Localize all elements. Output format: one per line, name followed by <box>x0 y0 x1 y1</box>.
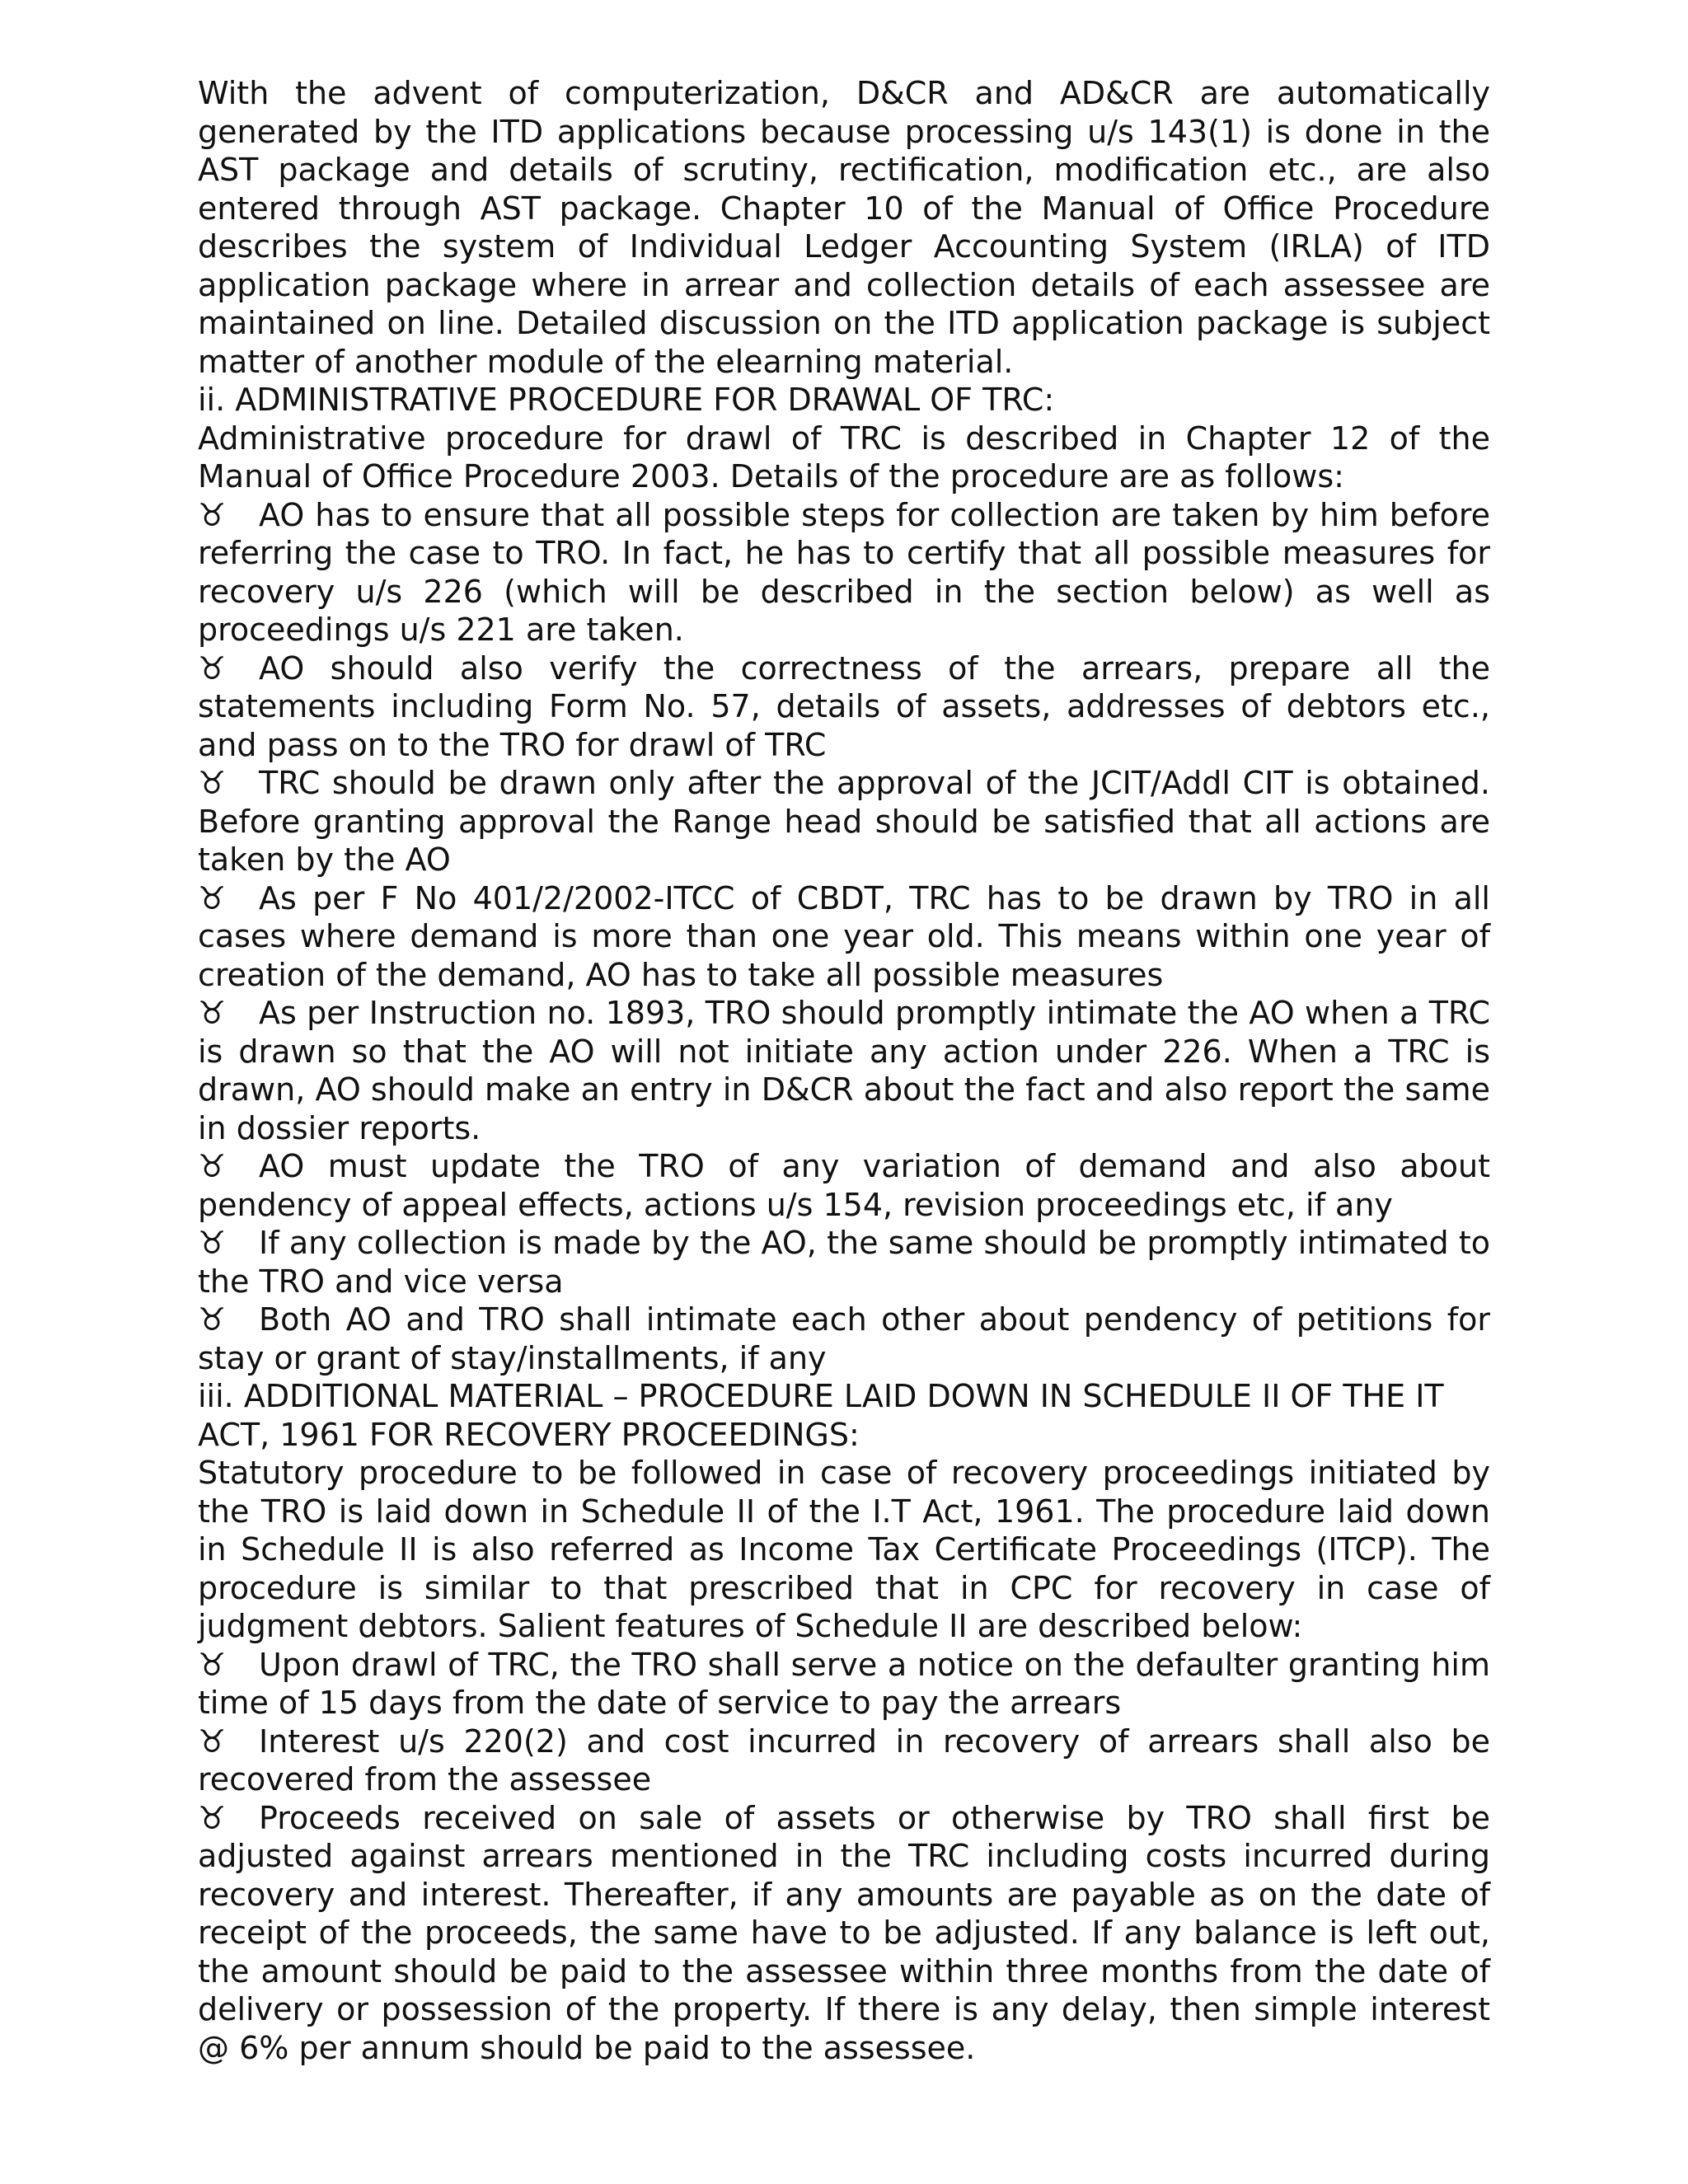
bullet-item <box>198 1722 1490 1799</box>
taurus-bullet-icon: ♉ <box>198 1225 227 1261</box>
bullet-item <box>198 994 1490 1147</box>
document-body <box>198 74 1490 2067</box>
bullet-text: AO has to ensure that all possible steps for collection are taken by him before referring the case to TRO. In fact, he has to certify that all possible measures for recovery u/s 226 (which will be described in the section below) as well as proceedings u/s 221 are taken. <box>198 496 1490 648</box>
taurus-bullet-icon: ♉ <box>198 1646 227 1683</box>
bullet-text: If any collection is made by the AO, the same should be promptly intimated to the TRO and vice versa <box>198 1225 1490 1300</box>
bullet-text: AO should also verify the correctness of the arrears, prepare all the statements including Form No. 57, details of assets, addresses of debtors etc., and pass on to the TRO for drawl of TRC <box>198 649 1490 763</box>
bullet-text: As per Instruction no. 1893, TRO should promptly intimate the AO when a TRC is drawn so that the AO will not initiate any action under 226. When a TRC is drawn, AO should make an entry in D&CR about the fact and also report the same in dossier reports. <box>198 995 1490 1146</box>
section-ii-heading: ii. ADMINISTRATIVE PROCEDURE FOR DRAWAL OF TRC: <box>198 382 1055 418</box>
section-iii-heading: iii. ADDITIONAL MATERIAL – PROCEDURE LAID DOWN IN SCHEDULE II OF THE IT ACT, 1961 FOR RECOVERY PROCEEDINGS: <box>198 1378 1444 1453</box>
section-iii-intro: Statutory procedure to be followed in case of recovery proceedings initiated by the TRO is laid down in Schedule II of the I.T Act, 1961. The procedure laid down in Schedule II is also referred as Income Tax Certificate Proceedings (ITCP). The procedure is similar to that prescribed that in CPC for recovery in case of judgment debtors. Salient features of Schedule II are described below: <box>198 1455 1490 1644</box>
bullet-text: Interest u/s 220(2) and cost incurred in recovery of arrears shall also be recovered from the assessee <box>198 1722 1490 1797</box>
taurus-bullet-icon: ♉ <box>198 1799 227 1836</box>
bullet-item <box>198 879 1490 995</box>
bullet-item <box>198 1646 1490 1722</box>
bullet-item <box>198 1799 1490 2068</box>
taurus-bullet-icon: ♉ <box>198 649 227 687</box>
taurus-bullet-icon: ♉ <box>198 1301 227 1338</box>
intro-paragraph: With the advent of computerization, D&CR and AD&CR are automatically generated by the ITD applications because processing u/s 143(1) is done in the AST package and details of scrutiny, rectification, modification etc., are also entered through AST package. Chapter 10 of the Manual of Office Procedure describes the system of Individual Ledger Accounting System (IRLA) of ITD application package where in arrear and collection details of each assessee are maintained on line. Detailed discussion on the ITD application package is subject matter of another module of the elearning material. <box>198 75 1490 380</box>
bullet-item <box>198 764 1490 879</box>
taurus-bullet-icon: ♉ <box>198 1722 227 1760</box>
bullet-text: Both AO and TRO shall intimate each other about pendency of petitions for stay or grant of stay/installments, if any <box>198 1301 1490 1376</box>
bullet-item <box>198 496 1490 649</box>
taurus-bullet-icon: ♉ <box>198 879 227 916</box>
bullet-text: TRC should be drawn only after the approval of the JCIT/Addl CIT is obtained. Before granting approval the Range head should be satisfied that all actions are taken by the AO <box>198 765 1490 878</box>
bullet-text: Proceeds received on sale of assets or otherwise by TRO shall first be adjusted against arrears mentioned in the TRC including costs incurred during recovery and interest. Thereafter, if any amounts are payable as on the date of receipt of the proceeds, the same have to be adjusted. If any balance is left out, the amount should be paid to the assessee within three months from the date of delivery or possession of the property. If there is any delay, then simple interest @ 6% per annum should be paid to the assessee. <box>198 1799 1490 2066</box>
bullet-item <box>198 1224 1490 1301</box>
bullet-item <box>198 649 1490 765</box>
bullet-item <box>198 1301 1490 1377</box>
bullet-item <box>198 1147 1490 1224</box>
taurus-bullet-icon: ♉ <box>198 496 227 533</box>
bullet-text: AO must update the TRO of any variation of demand and also about pendency of appeal effects, actions u/s 154, revision proceedings etc, if any <box>198 1148 1490 1223</box>
taurus-bullet-icon: ♉ <box>198 995 227 1031</box>
section-ii-intro: Administrative procedure for drawl of TRC is described in Chapter 12 of the Manual of Office Procedure 2003. Details of the procedure are as follows: <box>198 419 1490 494</box>
taurus-bullet-icon: ♉ <box>198 1148 227 1184</box>
taurus-bullet-icon: ♉ <box>198 765 227 801</box>
bullet-text: As per F No 401/2/2002-ITCC of CBDT, TRC has to be drawn by TRO in all cases where demand is more than one year old. This means within one year of creation of the demand, AO has to take all possible measures <box>198 879 1490 993</box>
bullet-text: Upon drawl of TRC, the TRO shall serve a notice on the defaulter granting him time of 15 days from the date of service to pay the arrears <box>198 1646 1490 1721</box>
